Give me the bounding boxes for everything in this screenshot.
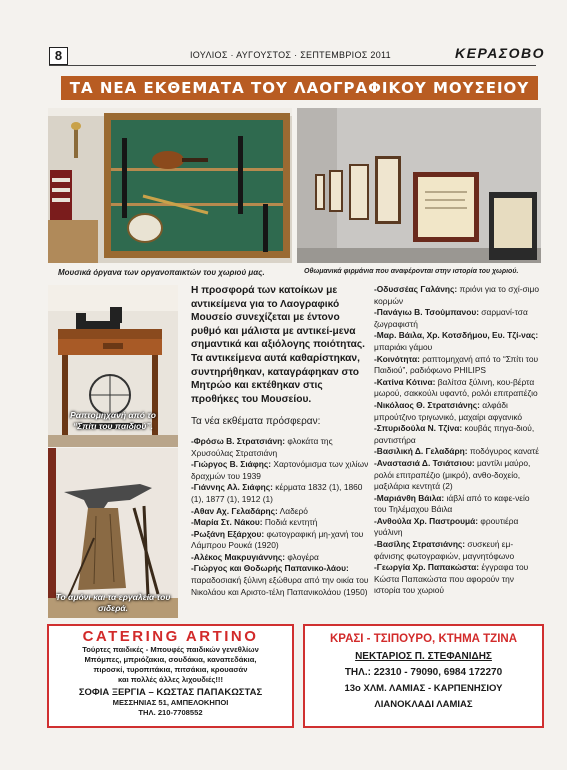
firmans-photo — [297, 108, 541, 263]
instruments-caption: Μουσικά όργανα των οργανοπαικτών του χωριού μας. — [58, 268, 265, 277]
donors-subhead: Τα νέα εκθέματα πρόσφεραν: — [191, 416, 321, 428]
donor-name: -Γιώργος Β. Σιάφης: — [191, 459, 272, 470]
donor-entry — [374, 562, 542, 597]
catering-line-4: και πολλές άλλες λιχουδιές!!! — [118, 675, 223, 684]
donated-item: βαλίτσα ξύλινη, κου-βέρτα μωρού, σακκούλι υφαντό, ρολόι επιτραπέζιο — [374, 376, 538, 399]
catering-address: ΜΕΣΣΗΝΙΑΣ 51, ΑΜΠΕΛΟΚΗΠΟΙ — [112, 698, 229, 707]
donor-entry — [374, 539, 542, 562]
winery-ad — [303, 624, 544, 728]
donated-item: κέρματα 1832 (1), 1860 (1), 1877 (1), 1912 (1) — [191, 482, 363, 504]
donor-name: -Πανάγιω Β. Τσούμπανου: — [374, 307, 479, 318]
donor-entry — [191, 552, 371, 564]
donated-item: σαρμανί-τσα ζωγραφιστή — [374, 307, 528, 329]
donor-entry — [191, 482, 371, 505]
donor-entry — [374, 493, 542, 516]
donor-name: -Κατίνα Κότινα: — [374, 376, 436, 387]
donor-list-2 — [374, 284, 542, 597]
donor-name: -Γιώργος και Θοδωρής Παπανικο-λάου: — [191, 563, 349, 574]
catering-line-1: Τούρτες παιδικές - Μπουφές παιδικών γενεθλίων — [82, 645, 259, 654]
donor-name: -Βασιλική Δ. Γελαδάρη: — [374, 446, 468, 457]
donated-item: Ποδιά κεντητή — [262, 517, 318, 528]
donor-name: -Νικόλαος Θ. Στρατσιάνης: — [374, 399, 480, 410]
catering-owners: ΣΟΦΙΑ ΞΕΡΓΙΑ – ΚΩΣΤΑΣ ΠΑΠΑΚΩΣΤΑΣ — [78, 687, 263, 698]
donated-item: φρουτιέρα γυάλινη — [374, 515, 519, 538]
donor-entry — [191, 506, 371, 518]
article-column-1 — [191, 284, 371, 598]
donor-entry — [374, 330, 542, 353]
winery-owner: ΝΕΚΤΑΡΙΟΣ Π. ΣΤΕΦΑΝΙΔΗΣ — [355, 651, 492, 662]
donated-item: κουβάς πηγα-διού, ραντιστήρα — [374, 423, 535, 445]
catering-brand: CATERING ARTINO — [82, 628, 259, 645]
donor-name: -Ρωξάνη Εξάρχου: — [191, 528, 265, 539]
donor-entry — [374, 377, 542, 400]
donor-entry — [191, 436, 371, 459]
donor-name: -Αθαν Αχ. Γελαδάρης: — [191, 505, 278, 516]
donor-entry — [374, 307, 542, 330]
donated-item: μαντίλι μαύρο, ρολόι επιτραπέζιο (μικρό), ανθο-δοχείο, μαξιλάρια κεντητά (2) — [374, 457, 531, 492]
donor-entry — [374, 354, 542, 377]
donor-name: -Σπυριδούλα Ν. Τζίνα: — [374, 423, 463, 434]
donor-name: -Ανθούλα Χρ. Παστρουμά: — [374, 515, 479, 526]
donor-name: -Βασίλης Στρατσιάνης: — [374, 539, 466, 550]
firmans-caption: Οθωμανικά φιρμάνια που αναφέρονται στην ιστορία του χωριού. — [304, 268, 519, 275]
donor-name: -Οδυσσέας Γαλάνης: — [374, 284, 458, 294]
donated-item: αλφάδι μπρούτζινο τριγωνικό, μαχαίρι αφγανικό — [374, 399, 523, 422]
donated-item: μπαριάκι γάμου — [374, 341, 433, 352]
donated-item: Λαδερό — [277, 505, 308, 516]
donated-item: φλογέρα — [285, 551, 319, 562]
header-rule — [49, 65, 536, 66]
donor-name: -Μαρία Στ. Νάκου: — [191, 517, 263, 528]
donor-entry — [191, 459, 371, 482]
donor-entry — [374, 458, 542, 493]
winery-place: ΛΙΑΝΟΚΛΑΔΙ ΛΑΜΙΑΣ — [374, 699, 473, 710]
masthead: ΚΕΡΑΣΟΒΟ — [455, 45, 546, 61]
donated-item: πριόνι για το σχί-σιμο κορμών — [374, 284, 540, 306]
donor-name: -Αναστασιά Δ. Τσιάτσιου: — [374, 457, 475, 468]
donated-item: Χαρτονόμισμα των χιλίων δραχμών του 1939 — [191, 459, 369, 481]
donor-name: -Γιάννης Αλ. Σιάφης: — [191, 482, 273, 493]
page-number: 8 — [49, 47, 68, 65]
instruments-photo — [48, 108, 292, 263]
donor-entry — [191, 529, 371, 552]
article-column-2 — [374, 284, 542, 597]
donor-name: -Αλέκος Μακρυγιάννης: — [191, 551, 286, 562]
donor-entry — [374, 516, 542, 539]
donated-item: συσκευή εμ-φάνισης φωτογραφιών, μαγνητόφωνο — [374, 539, 515, 561]
donated-item: ραπτομηχανή από το “Σπίτι του Παιδιού”, ραδιόφωνο PHILIPS — [374, 353, 539, 376]
donated-item: φωτογραφική μη-χανή του Λάμπρου Ρουκά (1920) — [191, 528, 364, 551]
donor-entry — [191, 517, 371, 529]
donor-entry — [374, 400, 542, 423]
catering-line-2: Μπόμπες, μπριόζακια, σουδάκια, καναπεδάκια, — [84, 655, 257, 664]
donated-item: ιάβλί από το καφε-νείο του Τηλέμαχου Βάιλα — [374, 492, 530, 515]
section-banner: ΤΑ ΝΕΑ ΕΚΘΕΜΑΤΑ ΤΟΥ ΛΑΟΓΡΑΦΙΚΟΥ ΜΟΥΣΕΙΟΥ — [61, 76, 538, 100]
donor-name: -Μαρ. Βάιλα, Χρ. Κοτσδήμου, Ευ. Τζί-νας: — [374, 330, 539, 341]
donated-item: ποδόγυρος κανατέ — [467, 446, 540, 457]
donor-name: -Κοινότητα: — [374, 353, 420, 364]
catering-ad — [47, 624, 294, 728]
donor-name: -Γεωργία Χρ. Παπακώστα: — [374, 562, 480, 573]
donated-item: έγγραφα του Κώστα Παπακώστα που αφορούν την ιστορία του χωριού — [374, 562, 529, 596]
donor-entry — [374, 446, 542, 458]
catering-phone: ΤΗΛ. 210-7708552 — [138, 708, 203, 717]
issue-date: ΙΟΥΛΙΟΣ · ΑΥΓΟΥΣΤΟΣ · ΣΕΠΤΕΜΒΡΙΟΣ 2011 — [190, 50, 391, 60]
winery-phones: ΤΗΛ.: 22310 - 79090, 6984 172270 — [344, 667, 503, 678]
donor-name: -Μαριάνθη Βάιλα: — [374, 492, 445, 503]
donated-item: φλοκάτα της Χρυσούλας Στρατσιάνη — [191, 435, 333, 458]
anvil-caption: Το αμόνι και τα εργαλεία του σιδερά. — [55, 592, 171, 613]
sewing-machine-caption: Ραπτομηχανή από το “Σπίτι του παιδιού”. — [70, 410, 156, 431]
winery-title: ΚΡΑΣΙ - ΤΣΙΠΟΥΡΟ, ΚΤΗΜΑ ΤΖΙΝΑ — [329, 633, 518, 645]
donated-item: παραδοσιακή ξύλινη εξώθυρα από την οικία του Νικολάου και Αριστο-τέλη Παπανικολάου (1950) — [191, 575, 369, 597]
catering-line-3: πιροσκί, τυροπιτάκια, πιτσάκια, κρουασάν — [93, 665, 248, 674]
donor-entry — [374, 284, 542, 307]
donor-entry — [374, 423, 542, 446]
donor-name: -Φρόσω Β. Στρατσιάνη: — [191, 435, 286, 446]
article-lead: Η προσφορά των κατοίκων με αντικείμενα για το Λαογραφικό Μουσείο συνεχίζεται με έντονο ρυθμό και μάλιστα με αντικεί-μενα σημαντικά και αξιόλογης ποιότητας. Τα αντικείμενα αυτά καθαρίστηκαν, συντηρήθηκαν, καταγράφηκαν στο Μητρώο και εκτέθηκαν στις προθήκες του Μουσείου. — [191, 285, 365, 405]
winery-road: 13ο ΧΛΜ. ΛΑΜΙΑΣ - ΚΑΡΠΕΝΗΣΙΟΥ — [344, 683, 503, 694]
donor-entry — [191, 563, 371, 598]
donor-list-1 — [191, 436, 371, 598]
